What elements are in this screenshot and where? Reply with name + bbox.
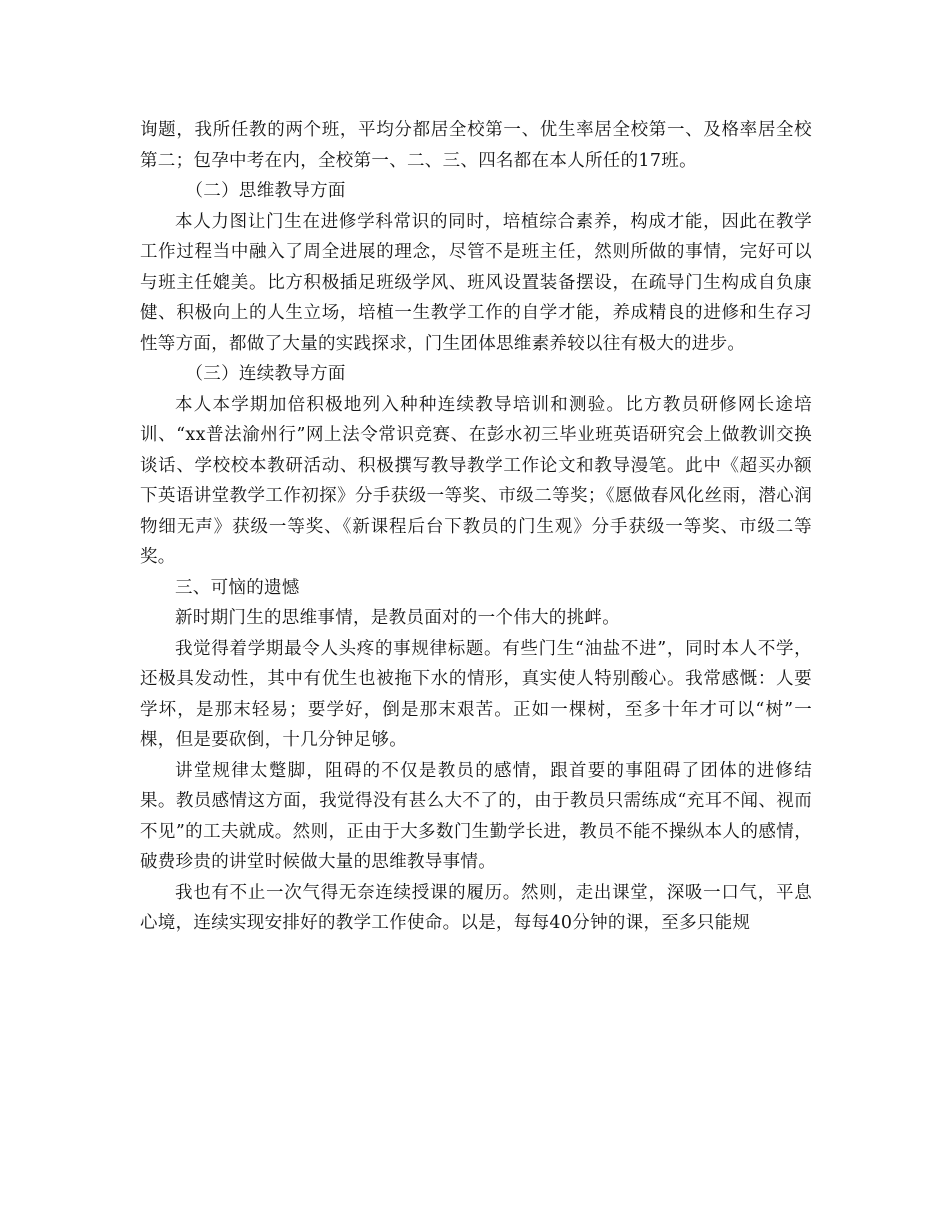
paragraph-regrets-intro: 新时期门生的思维事情，是教员面对的一个伟大的挑衅。 (175, 608, 620, 628)
section-heading-thinking-education: （二）思维教导方面 (185, 181, 346, 201)
document-page (140, 115, 812, 939)
paragraph-continuation: 询题，我所任教的两个班，平均分都居全校第一、优生率居全校第一、及格率居全校第二；包孕中考在内，全校第一、二、三、四名都在本人所任的17班。 (140, 120, 812, 171)
section-heading-regrets: 三、可恼的遗憾 (175, 577, 300, 598)
paragraph-discipline-issue: 我觉得着学期最令人头疼的事规律标题。有些门生“油盐不进”，同时本人不学，还极具发动性，其中有优生也被拖下水的情形，真实使人特别酸心。我常感慨：人要学坏，是那末轻易；要学好，倒是那末艰苦。正如一棵树，至多十年才可以“树”一棵，但是要砍倒，十几分钟足够。 (140, 638, 812, 750)
paragraph-continuing-education: 本人本学期加倍积极地列入种种连续教导培训和测验。比方教员研修网长途培训、“xx普法渝州行”网上法令常识竞赛、在彭水初三毕业班英语研究会上做教训交换谈话、学校校本教研活动、积极撰写教导教学工作论文和教导漫笔。此中《超买办额下英语讲堂教学工作初探》分手获级一等奖、市级二等奖；《愿做春风化丝雨，潜心润物细无声》获级一等奖、《新课程后台下教员的门生观》分手获级一等奖、市级二等奖。 (140, 394, 812, 567)
paragraph-thinking-education: 本人力图让门生在进修学科常识的同时，培植综合素养，构成才能，因此在教学工作过程当中融入了周全进展的理念，尽管不是班主任，然则所做的事情，完好可以与班主任媲美。比方积极插足班级学风、班风设置装备摆设，在疏导门生构成自负康健、积极向上的人生立场，培植一生教学工作的自学才能，养成精良的进修和生存习性等方面，都做了大量的实践探求，门生团体思维素养较以往有极大的进步。 (140, 211, 812, 354)
section-heading-continuing-education: （三）连续教导方面 (185, 364, 346, 384)
paragraph-teaching-interruption: 我也有不止一次气得无奈连续授课的履历。然则，走出课堂，深吸一口气，平息心境，连续实现安排好的教学工作使命。以是，每每40分钟的课，至多只能规 (140, 882, 812, 933)
paragraph-classroom-discipline: 讲堂规律太蹩脚，阻碍的不仅是教员的感情，跟首要的事阻碍了团体的进修结果。教员感情这方面，我觉得没有甚么大不了的，由于教员只需练成“充耳不闻、视而不见”的工夫就成。然则，正由于大多数门生勤学长进，教员不能不操纵本人的感情，破费珍贵的讲堂时候做大量的思维教导事情。 (140, 760, 812, 872)
